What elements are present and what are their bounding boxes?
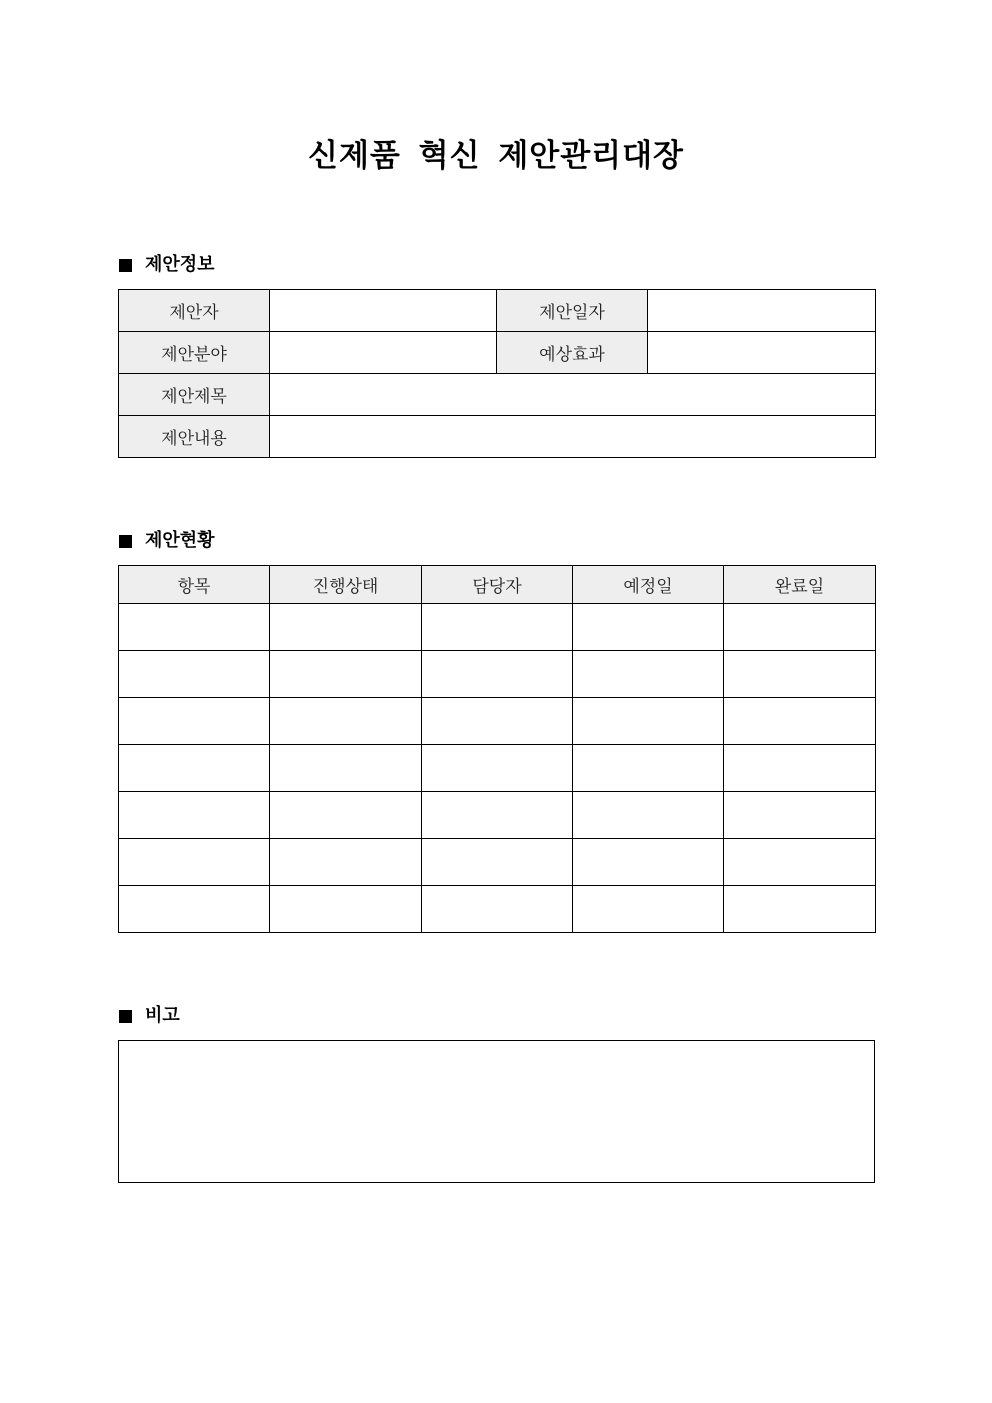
- table-cell[interactable]: [119, 651, 270, 698]
- table-cell[interactable]: [573, 839, 724, 886]
- section-heading-info-label: 제안정보: [145, 254, 215, 275]
- square-bullet-icon: [119, 535, 132, 548]
- proposal-info-table: [118, 289, 876, 458]
- info-row-content: [119, 416, 876, 458]
- table-cell[interactable]: [724, 698, 876, 745]
- info-row-field: [119, 332, 876, 374]
- section-heading-status-label: 제안현황: [145, 530, 215, 551]
- table-cell[interactable]: [573, 604, 724, 651]
- table-cell[interactable]: [724, 792, 876, 839]
- table-cell[interactable]: [724, 745, 876, 792]
- proposal-content-label: 제안내용: [119, 416, 270, 458]
- section-heading-info: [119, 253, 215, 277]
- square-bullet-icon: [119, 1010, 132, 1023]
- table-cell[interactable]: [270, 745, 422, 792]
- table-cell[interactable]: [724, 839, 876, 886]
- table-cell[interactable]: [573, 698, 724, 745]
- table-cell[interactable]: [119, 604, 270, 651]
- table-cell[interactable]: [270, 839, 422, 886]
- proposal-date-label: 제안일자: [497, 290, 648, 332]
- table-cell[interactable]: [119, 698, 270, 745]
- proposer-label: 제안자: [119, 290, 270, 332]
- table-cell[interactable]: [422, 604, 573, 651]
- table-cell[interactable]: [270, 651, 422, 698]
- table-cell[interactable]: [119, 886, 270, 933]
- table-row: [119, 745, 876, 792]
- proposal-date-field[interactable]: [648, 290, 876, 332]
- table-row: [119, 651, 876, 698]
- table-cell[interactable]: [422, 839, 573, 886]
- expected-effect-label: 예상효과: [497, 332, 648, 374]
- table-row: [119, 839, 876, 886]
- table-cell[interactable]: [270, 698, 422, 745]
- proposal-content-field[interactable]: [270, 416, 876, 458]
- page-title: 신제품 혁신 제안관리대장: [308, 138, 684, 174]
- table-cell[interactable]: [270, 886, 422, 933]
- table-cell[interactable]: [119, 745, 270, 792]
- table-cell[interactable]: [724, 651, 876, 698]
- square-bullet-icon: [119, 259, 132, 272]
- table-row: [119, 886, 876, 933]
- table-row: [119, 698, 876, 745]
- section-heading-status: [119, 529, 215, 553]
- table-cell[interactable]: [270, 604, 422, 651]
- status-header-row: [119, 566, 876, 604]
- column-header-completion-date: 완료일: [724, 566, 876, 604]
- proposal-subject-field[interactable]: [270, 374, 876, 416]
- column-header-scheduled-date: 예정일: [573, 566, 724, 604]
- info-row-proposer: [119, 290, 876, 332]
- table-cell[interactable]: [573, 745, 724, 792]
- table-cell[interactable]: [724, 604, 876, 651]
- table-cell[interactable]: [573, 886, 724, 933]
- expected-effect-field[interactable]: [648, 332, 876, 374]
- table-cell[interactable]: [422, 698, 573, 745]
- proposer-field[interactable]: [270, 290, 497, 332]
- table-cell[interactable]: [422, 651, 573, 698]
- remarks-box[interactable]: [118, 1040, 875, 1183]
- table-cell[interactable]: [119, 792, 270, 839]
- column-header-manager: 담당자: [422, 566, 573, 604]
- table-cell[interactable]: [270, 792, 422, 839]
- proposal-field-label: 제안분야: [119, 332, 270, 374]
- section-heading-remarks-label: 비고: [145, 1005, 180, 1026]
- section-heading-remarks: [119, 1004, 180, 1028]
- proposal-field-field[interactable]: [270, 332, 497, 374]
- table-cell[interactable]: [724, 886, 876, 933]
- table-cell[interactable]: [573, 792, 724, 839]
- table-row: [119, 604, 876, 651]
- table-cell[interactable]: [422, 886, 573, 933]
- info-row-subject: [119, 374, 876, 416]
- table-cell[interactable]: [422, 745, 573, 792]
- table-cell[interactable]: [119, 839, 270, 886]
- column-header-progress: 진행상태: [270, 566, 422, 604]
- table-cell[interactable]: [422, 792, 573, 839]
- table-cell[interactable]: [573, 651, 724, 698]
- proposal-subject-label: 제안제목: [119, 374, 270, 416]
- proposal-status-table: [118, 565, 876, 933]
- table-row: [119, 792, 876, 839]
- column-header-item: 항목: [119, 566, 270, 604]
